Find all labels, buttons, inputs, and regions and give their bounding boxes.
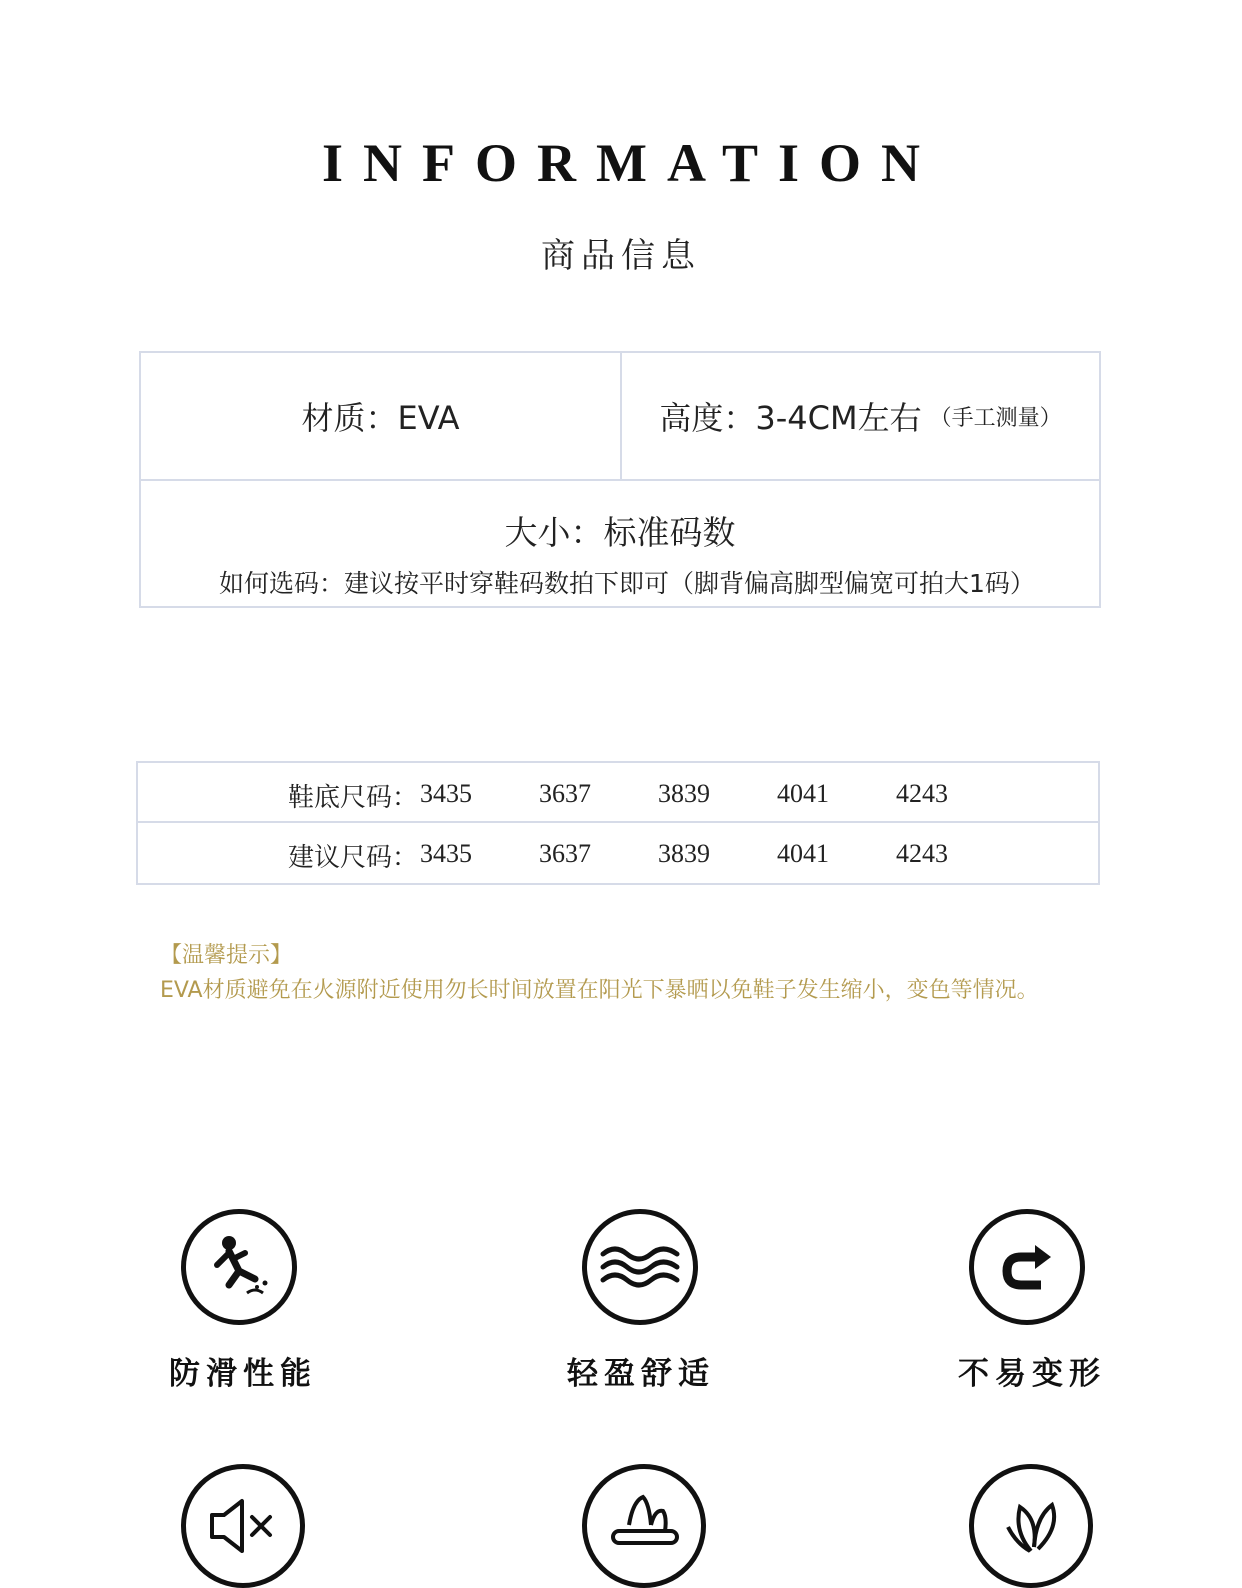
comfort-wave-icon	[582, 1209, 698, 1325]
size-value: 4243	[896, 779, 948, 808]
mute-icon	[181, 1464, 305, 1588]
size-value: 4243	[896, 839, 948, 868]
size-value: 3435	[420, 779, 472, 808]
feature-label: 防滑性能	[169, 1356, 317, 1392]
size-value: 3435	[420, 839, 472, 868]
table-row	[138, 823, 1098, 883]
size-value: 3839	[658, 779, 710, 808]
size-value: 3839	[658, 839, 710, 868]
size-value: 4041	[777, 839, 829, 868]
anti-slip-icon	[181, 1209, 297, 1325]
feature-label: 不易变形	[958, 1356, 1106, 1392]
height-cell	[622, 353, 1099, 481]
tip-text: EVA材质避免在火源附近使用勿长时间放置在阳光下暴晒以免鞋子发生缩小，变色等情况。	[160, 978, 1039, 1003]
material-text: 材质：EVA	[301, 399, 460, 437]
size-value: 4041	[777, 779, 829, 808]
height-text: 高度：3-4CM左右	[659, 399, 922, 437]
tip-title: 【温馨提示】	[160, 943, 293, 968]
size-chart-table	[136, 761, 1100, 885]
page-subtitle: 商品信息	[541, 236, 701, 276]
size-value: 3637	[539, 839, 591, 868]
size-text: 大小：标准码数	[504, 513, 736, 552]
sole-size-label: 鞋底尺码：	[288, 783, 419, 813]
page-title: INFORMATION	[322, 133, 940, 193]
product-info-table	[139, 351, 1101, 608]
suggested-size-label: 建议尺码：	[288, 843, 419, 873]
table-row	[138, 763, 1098, 823]
rebound-arrow-icon	[969, 1209, 1085, 1325]
leaf-icon	[969, 1464, 1093, 1588]
feature-label: 轻盈舒适	[567, 1356, 715, 1392]
height-note: （手工测量）	[929, 405, 1062, 431]
material-cell	[141, 353, 622, 481]
sole-icon	[582, 1464, 706, 1588]
size-value: 3637	[539, 779, 591, 808]
size-guide-text: 如何选码：建议按平时穿鞋码数拍下即可（脚背偏高脚型偏宽可拍大1码）	[219, 569, 1035, 598]
